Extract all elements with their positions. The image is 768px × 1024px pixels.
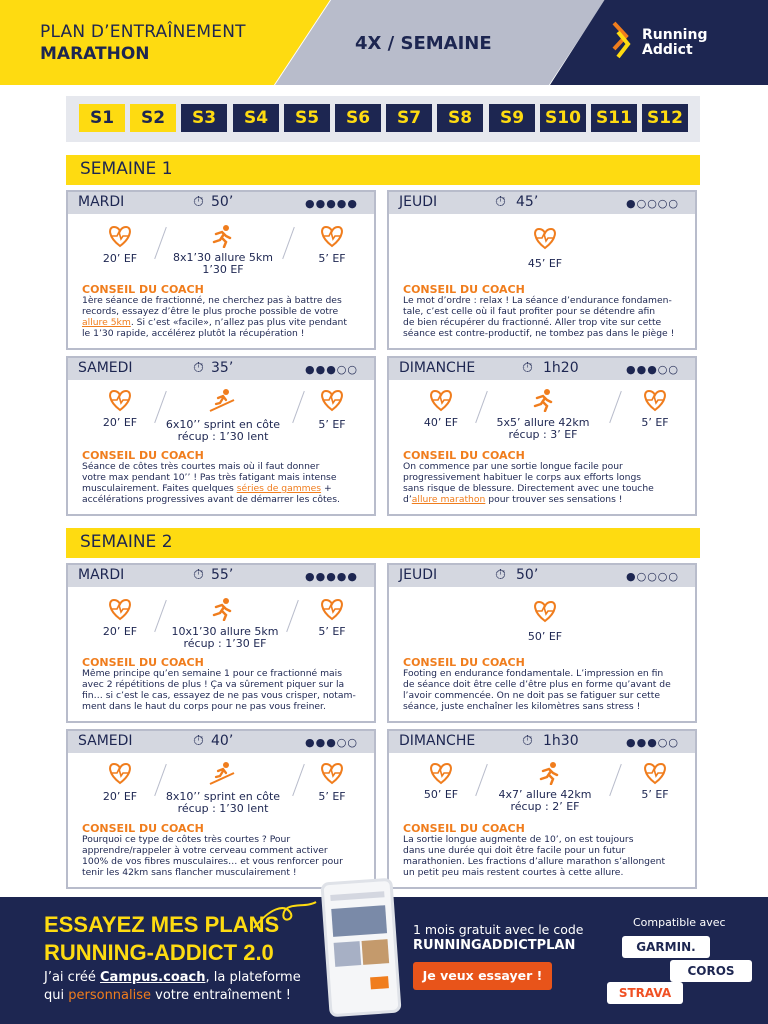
main-set-line1: 6x10’’ sprint en côte bbox=[165, 418, 281, 431]
main-set-line2: récup : 1’30 lent bbox=[177, 430, 269, 443]
coach-tip-line: le 1’30 rapide, accélérez plutôt la récupération ! bbox=[82, 328, 305, 339]
main-set-line2: récup : 3’ EF bbox=[508, 428, 578, 441]
coach-tip-line: 1ère séance de fractionné, ne cherchez pas à battre des bbox=[82, 295, 342, 306]
phone-mockup-image bbox=[320, 878, 401, 1018]
session-duration: 35’ bbox=[211, 360, 234, 376]
coach-tip-line: Le mot d’ordre : relax ! La séance d’endurance fondamen- bbox=[403, 295, 672, 306]
coach-tip-text bbox=[403, 295, 685, 339]
promo-text-line1 bbox=[44, 970, 301, 985]
coach-tip-text-span: pour trouver ses sensations ! bbox=[485, 494, 623, 505]
divider bbox=[154, 227, 167, 259]
frequency-label: 4X / SEMAINE bbox=[355, 33, 492, 54]
session-card-w1-samedi bbox=[66, 356, 376, 516]
coach-tip-line: dans une durée qui doit être facile pour un futur bbox=[403, 845, 626, 856]
divider bbox=[475, 764, 488, 796]
coach-tip-line: accélérations progressives avant de démarrer les côtes. bbox=[82, 494, 340, 505]
heart-rate-icon bbox=[318, 224, 346, 248]
coach-tip-line: séance est contre-productif, ne tombez pas dans le piège ! bbox=[403, 328, 675, 339]
coach-tip-line: votre max pendant 10’’ ! Pas très fatigant mais intense bbox=[82, 472, 337, 483]
coach-tip-line: marathonien. Les fractions d’allure marathon s’allongent bbox=[403, 856, 666, 867]
main-set-line1: 8x10’’ sprint en côte bbox=[165, 790, 281, 803]
header-yellow-band bbox=[0, 0, 330, 85]
coach-tip-text-span: d’ bbox=[403, 494, 412, 505]
cooldown-label: 5’ EF bbox=[641, 788, 669, 801]
intensity-drops-icon: ●●●○○ bbox=[626, 363, 679, 376]
coach-tip-line: Séance de côtes très courtes mais où il faut donner bbox=[82, 461, 320, 472]
coach-tip-text bbox=[82, 668, 364, 712]
coach-tip-text-span: + bbox=[321, 483, 332, 494]
session-day: MARDI bbox=[78, 567, 125, 583]
coach-tip-line: l’avoir commencée. On ne doit pas se fatiguer sur cette bbox=[403, 690, 660, 701]
promo-text-span: qui bbox=[44, 988, 69, 1003]
coach-tip-text bbox=[82, 295, 364, 339]
coach-tip-text-span: . Si c’est «facile», n’allez pas plus vite pendant bbox=[130, 317, 347, 328]
coach-tip-line: Même principe qu’en semaine 1 pour ce fractionné mais bbox=[82, 668, 343, 679]
warmup-label: 20’ EF bbox=[102, 252, 138, 265]
coach-tip-line: de bien récupérer du fractionné. Aller trop vite sur cette bbox=[403, 317, 662, 328]
coach-tip-title: CONSEIL DU COACH bbox=[403, 822, 525, 835]
main-set-line1: 4x7’ allure 42km bbox=[498, 788, 592, 801]
coach-tip-text bbox=[403, 461, 685, 505]
phone-screen-bar bbox=[330, 891, 384, 901]
hill-sprint-icon bbox=[208, 388, 236, 412]
heart-rate-icon bbox=[531, 226, 559, 250]
stopwatch-icon: ⏱ bbox=[193, 567, 204, 583]
session-card-w1-jeudi bbox=[387, 190, 697, 350]
divider bbox=[292, 391, 305, 423]
week-tab-s3[interactable]: S3 bbox=[181, 104, 227, 132]
intensity-drops-icon: ●●●●● bbox=[305, 197, 358, 210]
session-block-label: 45’ EF bbox=[527, 257, 563, 270]
warmup-label: 50’ EF bbox=[423, 788, 459, 801]
coach-tip-line: tale, c’est celle où il faut profiter pour se détendre afin bbox=[403, 306, 656, 317]
coach-tip-line: sans risque de blessure. Directement avec une touche bbox=[403, 483, 654, 494]
heart-rate-icon bbox=[106, 224, 134, 248]
session-duration: 55’ bbox=[211, 567, 234, 583]
week-2-heading bbox=[66, 528, 700, 558]
session-day: SAMEDI bbox=[78, 360, 133, 376]
stopwatch-icon: ⏱ bbox=[193, 733, 204, 749]
runner-icon bbox=[529, 388, 557, 412]
stopwatch-icon: ⏱ bbox=[193, 194, 204, 210]
divider bbox=[292, 764, 305, 796]
coach-tip-title: CONSEIL DU COACH bbox=[82, 449, 204, 462]
coach-tip-title: CONSEIL DU COACH bbox=[403, 449, 525, 462]
coach-tip-line: progressivement habituer le corps aux efforts longs bbox=[403, 472, 642, 483]
hill-sprint-icon bbox=[208, 761, 236, 785]
intensity-drops-icon: ●●●○○ bbox=[626, 736, 679, 749]
compatible-with-label: Compatible avec bbox=[633, 916, 726, 929]
allure-5km-link[interactable]: allure 5km bbox=[82, 317, 131, 328]
promo-text-span: votre entraînement ! bbox=[151, 988, 291, 1003]
heart-rate-icon bbox=[641, 761, 669, 785]
phone-screen-card bbox=[334, 941, 362, 967]
session-card-w2-mardi bbox=[66, 563, 376, 723]
session-block-label: 50’ EF bbox=[527, 630, 563, 643]
week-tab-s12[interactable]: S12 bbox=[642, 104, 688, 132]
session-card-w1-mardi bbox=[66, 190, 376, 350]
coach-tip-line: ment dans le haut du corps pour ne pas vous freiner. bbox=[82, 701, 326, 712]
coach-tip-title: CONSEIL DU COACH bbox=[82, 656, 204, 669]
main-set-line2: récup : 2’ EF bbox=[510, 800, 580, 813]
session-duration: 50’ bbox=[516, 567, 539, 583]
heart-rate-icon bbox=[318, 761, 346, 785]
runner-icon bbox=[208, 224, 236, 248]
heart-rate-icon bbox=[641, 388, 669, 412]
week-1-heading bbox=[66, 155, 700, 185]
session-header bbox=[68, 731, 374, 753]
main-set-label bbox=[489, 789, 601, 813]
divider bbox=[286, 600, 299, 632]
week-tab-s6[interactable]: S6 bbox=[335, 104, 381, 132]
week-tab-s10[interactable]: S10 bbox=[540, 104, 586, 132]
page-title-line2: MARATHON bbox=[40, 44, 150, 64]
coach-tip-text bbox=[82, 834, 364, 878]
intensity-drops-icon: ●●●○○ bbox=[305, 363, 358, 376]
warmup-label: 20’ EF bbox=[102, 790, 138, 803]
session-duration: 1h30 bbox=[543, 733, 579, 749]
session-day: SAMEDI bbox=[78, 733, 133, 749]
heart-rate-icon bbox=[531, 599, 559, 623]
divider bbox=[475, 391, 488, 423]
heart-rate-icon bbox=[427, 388, 455, 412]
warmup-label: 20’ EF bbox=[102, 625, 138, 638]
runner-icon bbox=[208, 597, 236, 621]
session-day: DIMANCHE bbox=[399, 733, 476, 749]
phone-screen-card bbox=[331, 905, 387, 937]
heart-rate-icon bbox=[106, 597, 134, 621]
promo-offer-text: 1 mois gratuit avec le code bbox=[413, 922, 584, 937]
coach-tip-line: fin… si c’est le cas, essayez de ne pas vous crisper, notam- bbox=[82, 690, 356, 701]
logo-line1: Running bbox=[642, 27, 708, 43]
main-set-line1: 5x5’ allure 42km bbox=[496, 416, 590, 429]
session-duration: 1h20 bbox=[543, 360, 579, 376]
stopwatch-icon: ⏱ bbox=[495, 567, 506, 583]
intensity-drops-icon: ●○○○○ bbox=[626, 197, 679, 210]
stopwatch-icon: ⏱ bbox=[522, 733, 533, 749]
session-header bbox=[68, 565, 374, 587]
main-set-label bbox=[168, 252, 278, 276]
coach-tip-line: de séance doit être celle d’être plus en forme qu’avant de bbox=[403, 679, 671, 690]
session-day: JEUDI bbox=[399, 194, 438, 210]
runner-icon bbox=[535, 761, 563, 785]
intensity-drops-icon: ●●●●● bbox=[305, 570, 358, 583]
coach-tip-line: Footing en endurance fondamentale. L’impression en fin bbox=[403, 668, 664, 679]
stopwatch-icon: ⏱ bbox=[522, 360, 533, 376]
decorative-swirl-icon bbox=[250, 898, 320, 934]
main-set-label bbox=[158, 419, 288, 443]
logo-line2: Addict bbox=[642, 42, 693, 58]
cooldown-label: 5’ EF bbox=[318, 790, 346, 803]
coach-tip-line bbox=[403, 494, 685, 505]
main-set-label bbox=[487, 417, 599, 441]
coach-tip-line: avec 2 répétitions de plus ! Ça va sûrement piquer sur la bbox=[82, 679, 345, 690]
promo-text-span: , la plateforme bbox=[205, 970, 301, 985]
logo-text bbox=[642, 28, 707, 58]
coach-tip-text bbox=[403, 668, 685, 712]
coach-tip-line: tenir les 42km sans flancher musculairement ! bbox=[82, 867, 297, 878]
main-set-line2: récup : 1’30 lent bbox=[177, 802, 269, 815]
session-duration: 40’ bbox=[211, 733, 234, 749]
session-day: MARDI bbox=[78, 194, 125, 210]
coach-tip-title: CONSEIL DU COACH bbox=[403, 283, 525, 296]
divider bbox=[609, 391, 622, 423]
session-header bbox=[389, 192, 695, 214]
running-addict-logo-icon bbox=[608, 20, 636, 60]
coach-tip-text bbox=[403, 834, 685, 878]
intensity-drops-icon: ●○○○○ bbox=[626, 570, 679, 583]
series-de-gammes-link[interactable]: séries de gammes bbox=[236, 483, 322, 494]
main-set-line2: 1’30 EF bbox=[202, 263, 244, 276]
intensity-drops-icon: ●●●○○ bbox=[305, 736, 358, 749]
session-duration: 45’ bbox=[516, 194, 539, 210]
allure-marathon-link[interactable]: allure marathon bbox=[411, 494, 486, 505]
coach-tip-line bbox=[82, 483, 364, 494]
coach-tip-line: La sortie longue augmente de 10’, on est toujours bbox=[403, 834, 634, 845]
strava-logo: STRAVA bbox=[607, 982, 683, 1004]
main-set-line2: récup : 1’30 EF bbox=[183, 637, 267, 650]
coach-tip-line bbox=[82, 317, 364, 328]
divider bbox=[282, 227, 295, 259]
heart-rate-icon bbox=[427, 761, 455, 785]
session-card-w2-jeudi bbox=[387, 563, 697, 723]
week-2-title: SEMAINE 2 bbox=[80, 532, 173, 552]
coach-tip-text bbox=[82, 461, 364, 505]
week-tab-s9[interactable]: S9 bbox=[489, 104, 535, 132]
phone-screen-card bbox=[362, 939, 390, 965]
warmup-label: 40’ EF bbox=[423, 416, 459, 429]
garmin-logo: GARMIN. bbox=[622, 936, 710, 958]
heart-rate-icon bbox=[106, 761, 134, 785]
promo-text-span: J’ai créé bbox=[44, 970, 101, 985]
heart-rate-icon bbox=[318, 597, 346, 621]
week-tab-s8[interactable]: S8 bbox=[437, 104, 483, 132]
promo-heading-line2: RUNNING-ADDICT 2.0 bbox=[44, 940, 274, 965]
session-card-w2-dimanche bbox=[387, 729, 697, 889]
session-header bbox=[68, 358, 374, 380]
coach-tip-text-span: musculairement. Faites quelques bbox=[82, 483, 237, 494]
coach-tip-title: CONSEIL DU COACH bbox=[403, 656, 525, 669]
coach-tip-title: CONSEIL DU COACH bbox=[82, 822, 204, 835]
coros-logo: COROS bbox=[670, 960, 752, 982]
week-tab-s5[interactable]: S5 bbox=[284, 104, 330, 132]
week-tab-s4[interactable]: S4 bbox=[233, 104, 279, 132]
stopwatch-icon: ⏱ bbox=[495, 194, 506, 210]
phone-screen-badge bbox=[370, 976, 389, 989]
try-now-button[interactable]: Je veux essayer ! bbox=[413, 962, 552, 990]
page-title-line1: PLAN D’ENTRAÎNEMENT bbox=[40, 22, 246, 42]
session-card-w2-samedi bbox=[66, 729, 376, 889]
promo-highlight: personnalise bbox=[68, 988, 152, 1003]
promo-text-line2 bbox=[44, 988, 291, 1003]
session-day: DIMANCHE bbox=[399, 360, 476, 376]
campus-coach-link[interactable]: Campus.coach bbox=[100, 970, 206, 985]
coach-tip-line: apprendre/rappeler à votre cerveau comment activer bbox=[82, 845, 328, 856]
main-set-label bbox=[158, 791, 288, 815]
cooldown-label: 5’ EF bbox=[318, 252, 346, 265]
divider bbox=[609, 764, 622, 796]
week-tab-s7[interactable]: S7 bbox=[386, 104, 432, 132]
coach-tip-line: 100% de vos fibres musculaires… et vous renforcer pour bbox=[82, 856, 343, 867]
promo-heading-line1: ESSAYEZ MES PLANS bbox=[44, 912, 280, 937]
session-header bbox=[389, 565, 695, 587]
coach-tip-line: séance, juste enchaîner les kilomètres sans stress ! bbox=[403, 701, 641, 712]
cooldown-label: 5’ EF bbox=[318, 625, 346, 638]
cooldown-label: 5’ EF bbox=[641, 416, 669, 429]
session-day: JEUDI bbox=[399, 567, 438, 583]
heart-rate-icon bbox=[106, 388, 134, 412]
session-card-w1-dimanche bbox=[387, 356, 697, 516]
heart-rate-icon bbox=[318, 388, 346, 412]
main-set-label bbox=[164, 626, 286, 650]
session-header bbox=[389, 358, 695, 380]
coach-tip-line: records, essayez d’être le plus proche possible de votre bbox=[82, 306, 339, 317]
promo-code: RUNNINGADDICTPLAN bbox=[413, 938, 576, 953]
week-tab-s2[interactable]: S2 bbox=[130, 104, 176, 132]
main-set-line1: 10x1’30 allure 5km bbox=[171, 625, 279, 638]
coach-tip-line: On commence par une sortie longue facile pour bbox=[403, 461, 623, 472]
main-set-line1: 8x1’30 allure 5km bbox=[173, 251, 273, 264]
week-1-title: SEMAINE 1 bbox=[80, 159, 173, 179]
coach-tip-line: Pourquoi ce type de côtes très courtes ? Pour bbox=[82, 834, 291, 845]
stopwatch-icon: ⏱ bbox=[193, 360, 204, 376]
warmup-label: 20’ EF bbox=[102, 416, 138, 429]
week-tab-s11[interactable]: S11 bbox=[591, 104, 637, 132]
session-header bbox=[68, 192, 374, 214]
week-tab-s1[interactable]: S1 bbox=[79, 104, 125, 132]
cooldown-label: 5’ EF bbox=[318, 418, 346, 431]
session-duration: 50’ bbox=[211, 194, 234, 210]
coach-tip-line: un petit peu mais restent courtes à cette allure. bbox=[403, 867, 624, 878]
session-header bbox=[389, 731, 695, 753]
coach-tip-title: CONSEIL DU COACH bbox=[82, 283, 204, 296]
